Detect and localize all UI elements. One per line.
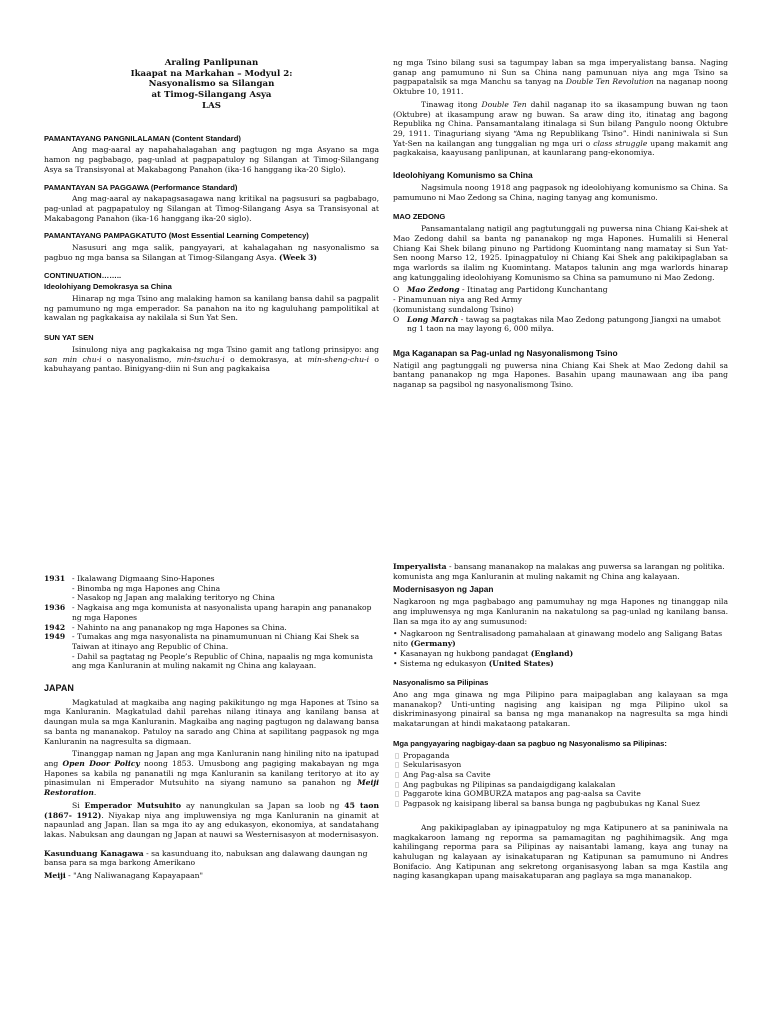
column-bottom-left (44, 574, 379, 884)
event-text: Ang pagbukas ng Pilipinas sa pandaigdigang kalakalan (403, 779, 616, 789)
event-text: Paggarote kina GOMBURZA matapos ang pag-aalsa sa Cavite (403, 789, 641, 799)
continuation-label: CONTINUATION…….. (44, 270, 122, 280)
header-title-2: at Timog-Silangang Asya (151, 90, 272, 101)
column-bottom-right (393, 562, 728, 884)
text-run: - Itinatag ang Partidong Kunchantang (459, 285, 608, 295)
timeline (44, 574, 379, 671)
term-meiji-restoration: Meiji Restoration (44, 778, 379, 798)
meiji-definition (44, 871, 379, 881)
communism-text: Nagsimula noong 1918 ang pagpasok ng ideolohiyang komunismo sa China. Sa pamumuno ni Mao Zedong sa China, naging tanyag ang komunismo. (393, 182, 728, 202)
text-run: upang makamit ang pagkakaisa, kaayusang panlipunan, at kaunlarang pang-ekonomiya. (393, 138, 728, 158)
timeline-row (44, 652, 379, 671)
democracy-heading: Ideolohiyang Demokrasya sa China (44, 282, 172, 292)
japan-heading: JAPAN (44, 683, 74, 694)
timeline-row (44, 574, 379, 584)
text-run: dahil naganap ito sa ikasampung buwan ng taon (Oktubre) at ikasampung araw ng buwan. Sa araw ding ito, itinatag ang bagong Republika ng China. Pansamantalang itinalaga si Sun bilang Pangulo noong Oktubre 29, 1911. Tinaguriang siyang “Ama ng Republikang Tsino”. Hindi naniniwala si Sun Yat-Sen na kailangan ang tunggalian ng mga uri o (393, 99, 728, 148)
column-top-right (393, 58, 728, 393)
text-run: Isinulong niya ang pagkakaisa ng mga Tsino gamit ang tatlong prinsipyo: ang (72, 344, 379, 354)
text-run: . Niyakap niya ang impluwensiya ng mga Kanluranin na ginamit at napaunlad ang Japan. Ilan sa mga ito ay ang edukasyon, ekonomiya, at sandatahang lakas. Nabuksan ang daungan ng Japan at nauwi sa Westernisasyon at modernisasyon. (44, 810, 379, 840)
square-bullet-icon: ▯ (395, 799, 400, 809)
timeline-row (44, 623, 379, 633)
timeline-text: - Dahil sa pagtatag ng People’s Republic of China, napaalis ng mga komunista ang mga Kanluranin at muling nakamit ng China ang kalayaan. (72, 651, 374, 671)
text-run: • Kasanayan ng hukbong pandagat (393, 648, 531, 658)
event-text: Propaganda (403, 750, 450, 760)
text-run: - sa kasunduang ito, nabuksan ang dalawang daungan ng bansa para sa mga barkong Amerikano (44, 848, 368, 868)
term-san-min-chu-i: san min chu-i (44, 354, 102, 364)
term-mao-zedong: Mao Zedong (407, 285, 460, 295)
kanagawa-definition (44, 849, 379, 868)
timeline-year (44, 652, 72, 671)
text-run: Tinanggap naman ng Japan ang mga Kanluranin nang hiniling nito na ipatupad ang (44, 749, 379, 769)
column-top-left (44, 58, 379, 377)
nasyonalismo-pilipinas-text: Ano ang mga ginawa ng mga Pilipino para maipaglaban ang kalayaan sa mga mananakop? Unti-unting nagising ang kaisipan ng mga Pilipino ukol sa diskriminasyong pinairal sa bansa ng mga mananakop na nagresulta sa mga hindi makatarungan at hindi makataong patakaran. (393, 689, 728, 729)
performance-standard-heading: PAMANTAYAN SA PAGGAWA (Performance Standard) (44, 182, 238, 192)
country-germany: (Germany) (410, 639, 456, 649)
nasyonalismo-pilipinas-heading: Nasyonalismo sa Pilipinas (393, 678, 489, 688)
melc-text (44, 243, 379, 262)
text-run: o kabuhayang pantao. Binigyang-diin ni Sun ang pagkakaisa (44, 354, 379, 374)
square-bullet-icon: ▯ (395, 750, 400, 760)
development-text: Natigil ang pagtunggali ng puwersa nina Chiang Kai Shek at Mao Zedong dahil sa bantang pananakop ng mga Hapones. Basahin upang maunawaan ang iba pang naganap sa pagsibol ng nasyonalismong Tsino. (393, 360, 728, 390)
timeline-year (44, 593, 72, 603)
timeline-year: 1936 (44, 603, 66, 613)
term-45-taon: 45 taon (1867- 1912) (44, 800, 379, 820)
term-emperador-mutsuhito: Emperador Mutsuhito (84, 800, 182, 810)
double-ten-explanation (393, 100, 728, 158)
list-item (395, 780, 728, 790)
list-item (395, 751, 728, 761)
list-item-long-march (393, 315, 728, 334)
melc-heading: PAMANTAYANG PAMPAGKATUTO (Most Essential Learning Competency) (44, 231, 309, 241)
list-item (393, 659, 728, 669)
sun-yat-sen-text (44, 345, 379, 374)
text-run: - bansang mananakop na malakas ang puwersa sa larangan ng politika. komunista ang mga Kanluranin at muling nakamit ng China ang kalayaan. (393, 562, 725, 581)
content-standard-text: Ang mag-aaral ay napahahalagahan ang pagtugon ng mga Asyano sa mga hamon ng pagbabago, pag-unlad at pagpapatuloy ng Silangan at Timog-Silangang Asya sa Transisyonal at Makabagong Panahon (ika-16 hanggang ika-20 Siglo). (44, 145, 379, 174)
text-run: Tinawag itong (421, 99, 482, 109)
term-meiji: Meiji (44, 871, 66, 881)
term-imperyalista: Imperyalista (393, 562, 447, 571)
japan-paragraph-1: Magkatulad at magkaiba ang naging pakikitungo ng mga Hapones at Tsino sa mga Kanluranin. Magkatulad dahil parehas nilang itinaya ang kanilang bansa at daungan mula sa mga Kanluranin. Magkaiba ang naging pagtugon ng dalawang bansa sa banta ng mananakop. Patuloy na sarado ang China at sapilitang pagpasok ng mga Kanluranin na nagresulta sa digmaan. (44, 697, 379, 746)
square-bullet-icon: ▯ (395, 779, 400, 789)
text-run: • Sistema ng edukasyon (393, 658, 489, 668)
timeline-text: - Ikalawang Digmaang Sino-Hapones (72, 574, 215, 583)
text-run: • Nagkaroon ng Sentralisadong pamahalaan at ginawang modelo ang Saligang Batas nito (393, 629, 723, 649)
event-text: Pagpasok ng kaisipang liberal sa bansa bunga ng pagbubukas ng Kanal Suez (403, 799, 700, 809)
timeline-row (44, 593, 379, 603)
mao-red-army-note: (komunistang sundalong Tsino) (393, 304, 514, 314)
democracy-text: Hinarap ng mga Tsino ang malaking hamon sa kanilang bansa dahil sa pagpalit ng pamumuno ng mga emperador. Sa panahon na ito ng kaguluhang pampolitikal at kawalan ng pagkakaisa ay nakilala si Sun Yat Sen. (44, 294, 379, 323)
term-min-sheng-chu-i: min-sheng-chu-i (307, 354, 370, 364)
katipunan-paragraph: Ang pakikipaglaban ay ipinagpatuloy ng mga Katipunero at sa paniniwala na magkakaroon lamang ng reporma sa pamamagitan ng paghihimagsik. Ang mga kahilingang reporma para sa Pilipinas ay naisantabi lamang, kaya ang tunay na kahulugan ng kalayaan ay isinakatuparan ng Katipunan sa pamumuno ni Andres Bonifacio. Ang Katipunan ang sekretong organisasyong laban sa mga Kastila ang naging kasangkapan upang maisakatuparan ang paglaya sa mga mananakop. (393, 822, 728, 881)
header-las: LAS (202, 100, 221, 111)
mao-red-army-line: - Pinamunuan niya ang Red Army (393, 295, 522, 305)
term-kasunduang-kanagawa: Kasunduang Kanagawa (44, 848, 144, 858)
timeline-year: 1942 (44, 622, 66, 632)
text-run: . (93, 788, 97, 798)
list-item (395, 760, 728, 770)
timeline-text: - Nagkaisa ang mga komunista at nasyonalista upang harapin ang pananakop ng mga Hapones (72, 603, 372, 622)
content-standard-heading: PAMANTAYANG PANGNILALAMAN (Content Standard) (44, 133, 241, 143)
header-title: Nasyonalismo sa Silangan (148, 79, 275, 90)
term-long-march: Long March (407, 314, 459, 324)
square-bullet-icon: ▯ (395, 760, 400, 770)
square-bullet-icon: ▯ (395, 789, 400, 799)
list-item (395, 789, 728, 799)
header-subject: Araling Panlipunan (164, 58, 259, 68)
header-quarter-module: Ikaapat na Markahan – Modyul 2: (130, 68, 293, 79)
timeline-text: - Binomba ng mga Hapones ang China (72, 583, 221, 593)
event-text: Ang Pag-alsa sa Cavite (403, 769, 491, 779)
term-double-ten-revolution: Double Ten Revolution (565, 77, 654, 87)
melc-week: (Week 3) (279, 252, 317, 262)
timeline-year: 1931 (44, 574, 66, 583)
text-run: ay nanungkulan sa Japan sa loob ng (181, 800, 345, 810)
text-run: Si (72, 800, 85, 810)
mao-zedong-heading: MAO ZEDONG (393, 212, 446, 222)
square-bullet-icon: ▯ (395, 769, 400, 779)
pangyayari-heading: Mga pangyayaring nagbigay-daan sa pagbuo ng Nasyonalismo sa Pilipinas: (393, 738, 667, 748)
development-heading: Mga Kaganapan sa Pag-unlad ng Nasyonalismong Tsino (393, 348, 618, 358)
communism-heading: Ideolohiyang Komunismo sa China (393, 170, 533, 181)
text-run: o demokrasya, at (224, 354, 308, 364)
timeline-year: 1949 (44, 632, 66, 642)
imperyalista-definition (393, 562, 728, 581)
term-double-ten: Double Ten (481, 99, 527, 109)
term-min-tsuchu-i: min-tsuchu-i (176, 354, 225, 364)
text-run: noong 1853. Umusbong ang pagiging makabayan ng mga Hapones sa kabila ng pananatili ng mga Kanluranin sa kanilang teritoryo at ito ay pinasimulan ni Emperador Mutsuhito na siyang namuno sa panahon ng (44, 759, 379, 788)
text-run: ng mga Tsino bilang susi sa tagumpay laban sa mga imperyalistang bansa. Naging ganap ang pamumuno ni Sun sa China nang pamunuan niya ang mga Tsino sa pagpapatalsik sa mga Manchu sa tanyag na (393, 58, 728, 87)
text-run: - "Ang Naliwanagang Kapayapaan" (65, 871, 204, 881)
circle-bullet-icon: O (393, 314, 400, 324)
timeline-text: - Nasakop ng Japan ang malaking teritoryo ng China (72, 593, 275, 603)
events-list (393, 751, 728, 809)
modernisasyon-heading: Modernisasyon ng Japan (393, 584, 494, 595)
list-item (393, 649, 728, 659)
country-england: (England) (530, 648, 574, 658)
performance-standard-text: Ang mag-aaral ay nakapagsasagawa nang kritikal na pagsusuri sa pagbabago, pag-unlad at pagpapatuloy ng Silangan at Timog-Silangang Asya sa Transisyonal at Makabagong Panahon (ika-16 hanggang ika-20 siglo). (44, 194, 379, 223)
timeline-row (44, 632, 379, 651)
term-open-door-policy: Open Door Policy (62, 759, 140, 769)
text-run: - tawag sa pagtakas nila Mao Zedong patungong Jiangxi na umabot ng 1 taon na may layong 6, 000 milya. (407, 314, 721, 334)
melc-body: Nasusuri ang mga salik, pangyayari, at kahalagahan ng nasyonalismo sa pagbuo ng mga bansa sa Silangan at Timog-Silangang Asya. (44, 243, 379, 262)
japan-paragraph-2 (44, 749, 379, 798)
text-run: o nasyonalismo, (101, 354, 177, 364)
sun-yat-sen-heading: SUN YAT SEN (44, 333, 94, 343)
document-header (44, 58, 379, 112)
timeline-row (44, 584, 379, 594)
japan-paragraph-3 (44, 801, 379, 840)
timeline-year (44, 584, 72, 594)
list-item (393, 629, 728, 648)
list-item (395, 770, 728, 780)
mao-zedong-text: Pansamantalang natigil ang pagtutunggali ng puwersa nina Chiang Kai-shek at Mao Zedong dahil sa banta ng pananakop ng mga Hapones. Humalili si Heneral Chiang Kai Shek bilang pinuno ng Partidong Kuomintang nang mamatay si Sun Yat-Sen noong Marso 12, 1925. Ipinagpatuloy ni Chiang Kai Shek ang pakikipaglaban sa mga warlords sa ilalim ng Kuomintang. Matapos talunin ang mga warlords hinarap ang katunggaling ideolohiyang Komunismo sa China sa pamumuno ni Mao Zedong. (393, 224, 728, 282)
list-item (395, 799, 728, 809)
modernisasyon-text: Nagkaroon ng mga pagbabago ang pamumuhay ng mga Hapones ng tinanggap nila ang impluwensya ng mga Kanluranin na nakatulong sa pag-unlad ng kanilang bansa. Ilan sa mga ito ay ang sumusunod: (393, 597, 728, 626)
timeline-text: - Tumakas ang mga nasyonalista na pinamumunuan ni Chiang Kai Shek sa Taiwan at itinayo ang Republic of China. (72, 632, 360, 652)
country-united-states: (United States) (488, 658, 554, 668)
timeline-row (44, 603, 379, 622)
term-class-struggle: class struggle (593, 138, 648, 148)
event-text: Sekularisasyon (403, 760, 462, 770)
circle-bullet-icon: O (393, 285, 400, 295)
timeline-text: - Nahinto na ang pananakop ng mga Hapones sa China. (72, 622, 287, 632)
list-item-mao-zedong (393, 285, 728, 295)
double-ten-paragraph (393, 58, 728, 97)
text-run: na naganap noong Oktubre 10, 1911. (393, 77, 729, 97)
